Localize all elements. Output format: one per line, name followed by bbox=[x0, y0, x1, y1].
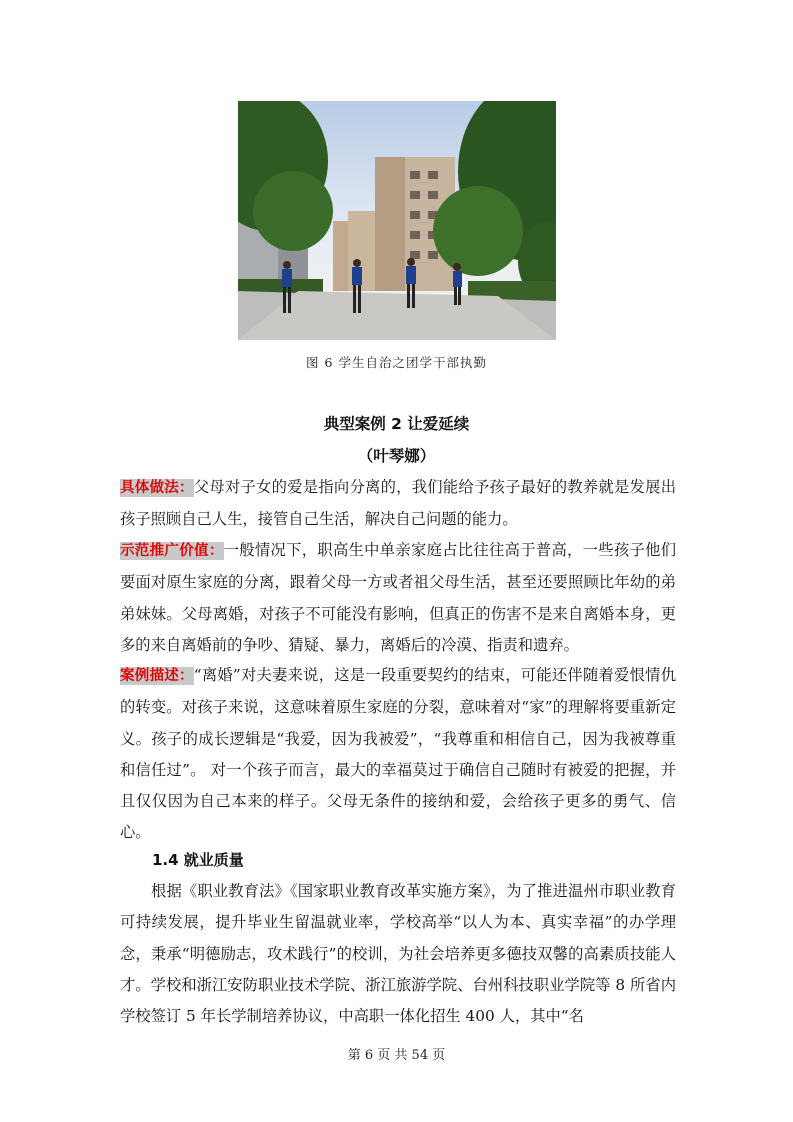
page-footer: 第 6 页 共 54 页 bbox=[347, 1048, 446, 1063]
practice-text: 父母对子女的爱是指向分离的，我们能给予孩子最好的教养就是发展出孩子照顾自己人生，接管自己生活，解决自己问题的能力。 bbox=[120, 478, 676, 529]
description-label: 案例描述： bbox=[120, 668, 194, 684]
figure-caption: 图 6 学生自治之团学干部执勤 bbox=[306, 355, 487, 370]
case-title: 典型案例 2 让爱延续 bbox=[323, 415, 470, 433]
value-text: 一般情况下，职高生中单亲家庭占比往往高于普高，一些孩子他们要面对原生家庭的分离，跟着父母一方或者祖父母生活，甚至还要照顾比年幼的弟弟妹妹。父母离婚，对孩子不可能没有影响，但真正的伤害不是来自离婚本身，更多的来自离婚前的争吵、猜疑、暴力，离婚后的冷漠、指责和遗弃。 bbox=[120, 541, 676, 654]
section-heading: 1.4 就业质量 bbox=[152, 851, 244, 869]
practice-paragraph bbox=[120, 472, 676, 536]
value-paragraph bbox=[120, 535, 676, 661]
case-author: （叶琴娜） bbox=[357, 447, 436, 465]
section-paragraph: 根据《职业教育法》《国家职业教育改革实施方案》，为了推进温州市职业教育可持续发展，提升毕业生留温就业率，学校高举“以人为本、真实幸福”的办学理念，秉承“明德励志，攻术践行”的校训，为社会培养更多德技双馨的高素质技能人才。学校和浙江安防职业技术学院、浙江旅游学院、台州科技职业学院等 8 所省内学校签订 5 年长学制培养协议，中高职一体化招生 400 人，其中“名 bbox=[120, 882, 676, 1026]
description-text: “离婚”对夫妻来说，这是一段重要契约的结束，可能还伴随着爱恨情仇的转变。对孩子来说，这意味着原生家庭的分裂，意味着对“家”的理解将要重新定义。孩子的成长逻辑是“我爱，因为我被爱”，“我尊重和相信自己，因为我被尊重和信任过”。 对一个孩子而言，最大的幸福莫过于确信自己随时有被爱的把握，并且仅仅因为自己本来的样子。父母无条件的接纳和爱，会给孩子更多的勇气、信心。 bbox=[120, 666, 676, 842]
description-paragraph bbox=[120, 660, 676, 849]
value-label: 示范推广价值： bbox=[120, 543, 224, 559]
practice-label: 具体做法： bbox=[120, 480, 194, 496]
campus-photo bbox=[238, 101, 556, 340]
